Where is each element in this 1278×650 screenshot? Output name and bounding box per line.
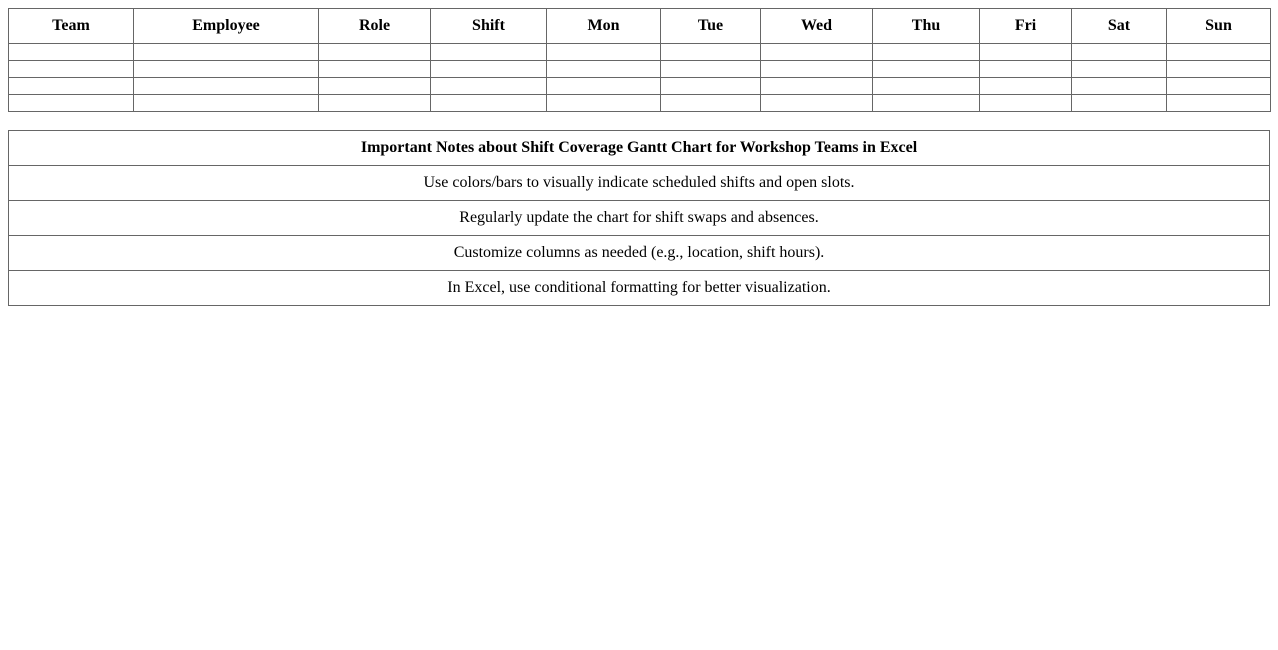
table-cell xyxy=(134,78,319,95)
table-cell xyxy=(9,44,134,61)
table-cell xyxy=(661,61,761,78)
column-header-employee: Employee xyxy=(134,9,319,44)
notes-header-row xyxy=(9,131,1270,166)
table-cell xyxy=(873,95,980,112)
table-cell xyxy=(873,78,980,95)
table-cell xyxy=(980,95,1072,112)
header-row xyxy=(9,9,1271,44)
table-cell xyxy=(547,78,661,95)
table-cell xyxy=(431,95,547,112)
table-cell xyxy=(547,44,661,61)
column-header-tue: Tue xyxy=(661,9,761,44)
table-cell xyxy=(980,78,1072,95)
table-cell xyxy=(319,44,431,61)
column-header-fri: Fri xyxy=(980,9,1072,44)
note-row xyxy=(9,201,1270,236)
column-header-sun: Sun xyxy=(1167,9,1271,44)
table-cell xyxy=(761,95,873,112)
table-cell xyxy=(319,61,431,78)
table-cell xyxy=(980,61,1072,78)
column-header-sat: Sat xyxy=(1072,9,1167,44)
column-header-team: Team xyxy=(9,9,134,44)
note-item: Regularly update the chart for shift swaps and absences. xyxy=(9,201,1270,236)
table-cell xyxy=(431,78,547,95)
table-cell xyxy=(134,61,319,78)
column-header-shift: Shift xyxy=(431,9,547,44)
column-header-wed: Wed xyxy=(761,9,873,44)
note-item: In Excel, use conditional formatting for better visualization. xyxy=(9,271,1270,306)
table-cell xyxy=(9,95,134,112)
note-item: Customize columns as needed (e.g., location, shift hours). xyxy=(9,236,1270,271)
table-row xyxy=(9,44,1271,61)
table-cell xyxy=(761,61,873,78)
table-cell xyxy=(319,95,431,112)
notes-title: Important Notes about Shift Coverage Gantt Chart for Workshop Teams in Excel xyxy=(9,131,1270,166)
table-cell xyxy=(134,44,319,61)
table-row xyxy=(9,95,1271,112)
table-cell xyxy=(1167,95,1271,112)
table-cell xyxy=(661,78,761,95)
table-cell xyxy=(431,61,547,78)
table-cell xyxy=(1167,78,1271,95)
table-cell xyxy=(1072,78,1167,95)
shift-schedule-table xyxy=(8,8,1271,112)
table-cell xyxy=(980,44,1072,61)
note-row xyxy=(9,166,1270,201)
table-cell xyxy=(547,95,661,112)
notes-table xyxy=(8,130,1270,306)
table-row xyxy=(9,78,1271,95)
table-cell xyxy=(1072,95,1167,112)
table-cell xyxy=(431,44,547,61)
column-header-role: Role xyxy=(319,9,431,44)
table-cell xyxy=(873,61,980,78)
note-row xyxy=(9,236,1270,271)
table-cell xyxy=(1167,61,1271,78)
table-cell xyxy=(9,78,134,95)
note-item: Use colors/bars to visually indicate scheduled shifts and open slots. xyxy=(9,166,1270,201)
table-cell xyxy=(319,78,431,95)
table-row xyxy=(9,61,1271,78)
table-cell xyxy=(1072,61,1167,78)
table-cell xyxy=(761,44,873,61)
column-header-thu: Thu xyxy=(873,9,980,44)
table-cell xyxy=(134,95,319,112)
table-cell xyxy=(661,95,761,112)
table-cell xyxy=(1167,44,1271,61)
table-cell xyxy=(1072,44,1167,61)
table-cell xyxy=(761,78,873,95)
note-row xyxy=(9,271,1270,306)
table-cell xyxy=(9,61,134,78)
table-cell xyxy=(547,61,661,78)
table-cell xyxy=(873,44,980,61)
column-header-mon: Mon xyxy=(547,9,661,44)
table-cell xyxy=(661,44,761,61)
